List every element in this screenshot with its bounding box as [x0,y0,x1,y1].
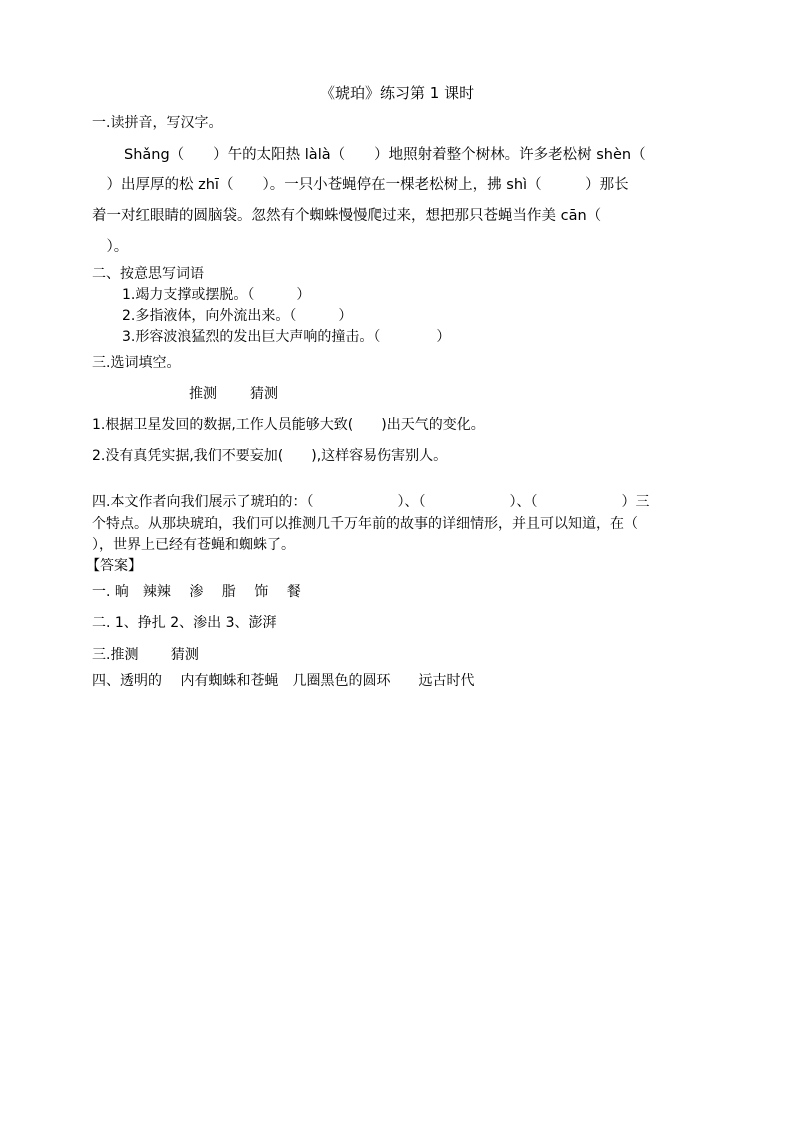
answer-3: 三.推测 猜测 [92,647,199,663]
section4-line-3: ），世界上已经有苍蝇和蜘蛛了。 [92,537,295,553]
section1-line-3: 着一对红眼睛的圆脑袋。忽然有个蜘蛛慢慢爬过来，想把那只苍蝇当作美 cān（ [92,208,602,224]
section3-heading: 三.选词填空。 [92,355,181,371]
answers-heading: 【答案】 [86,558,142,574]
section2-item-3: 3.形容波浪猛烈的发出巨大声响的撞击。（ ） [122,329,451,345]
answer-4: 四、透明的 内有蜘蛛和苍蝇 几圈黑色的圆环 远古时代 [92,673,475,689]
answer-2: 二. 1、挣扎 2、渗出 3、澎湃 [92,615,277,631]
answer-1: 一. 晌 辣辣 渗 脂 饰 餐 [92,584,301,600]
section1-line-4: ）。 [92,239,129,255]
section1-heading: 一.读拼音，写汉字。 [92,115,223,131]
section3-word-1: 推测 [189,386,217,402]
section4-line-2: 个特点。从那块琥珀，我们可以推测几千万年前的故事的详细情形，并且可以知道，在（ [92,516,638,532]
section1-line-1: Shǎng（ ）午的太阳热 làlà（ ）地照射着整个树林。许多老松树 shèn（ [124,147,646,163]
section4-line-1: 四.本文作者向我们展示了琥珀的：（ ）、（ ）、（ ）三 [92,494,650,510]
page-title: 《琥珀》练习第 1 课时 [320,84,475,102]
section2-item-1: 1.竭力支撑或摆脱。（ ） [122,287,311,303]
section1-line-2: ）出厚厚的松 zhī（ ）。一只小苍蝇停在一棵老松树上，拂 shì（ ）那长 [92,177,629,193]
section3-item-2: 2.没有真凭实据,我们不要妄加( ),这样容易伤害别人。 [92,448,448,464]
section3-item-1: 1.根据卫星发回的数据,工作人员能够大致( )出天气的变化。 [92,417,485,433]
section2-item-2: 2.多指液体，向外流出来。（ ） [122,308,353,324]
section3-word-2: 猜测 [250,386,278,402]
section2-heading: 二、按意思写词语 [92,266,204,282]
